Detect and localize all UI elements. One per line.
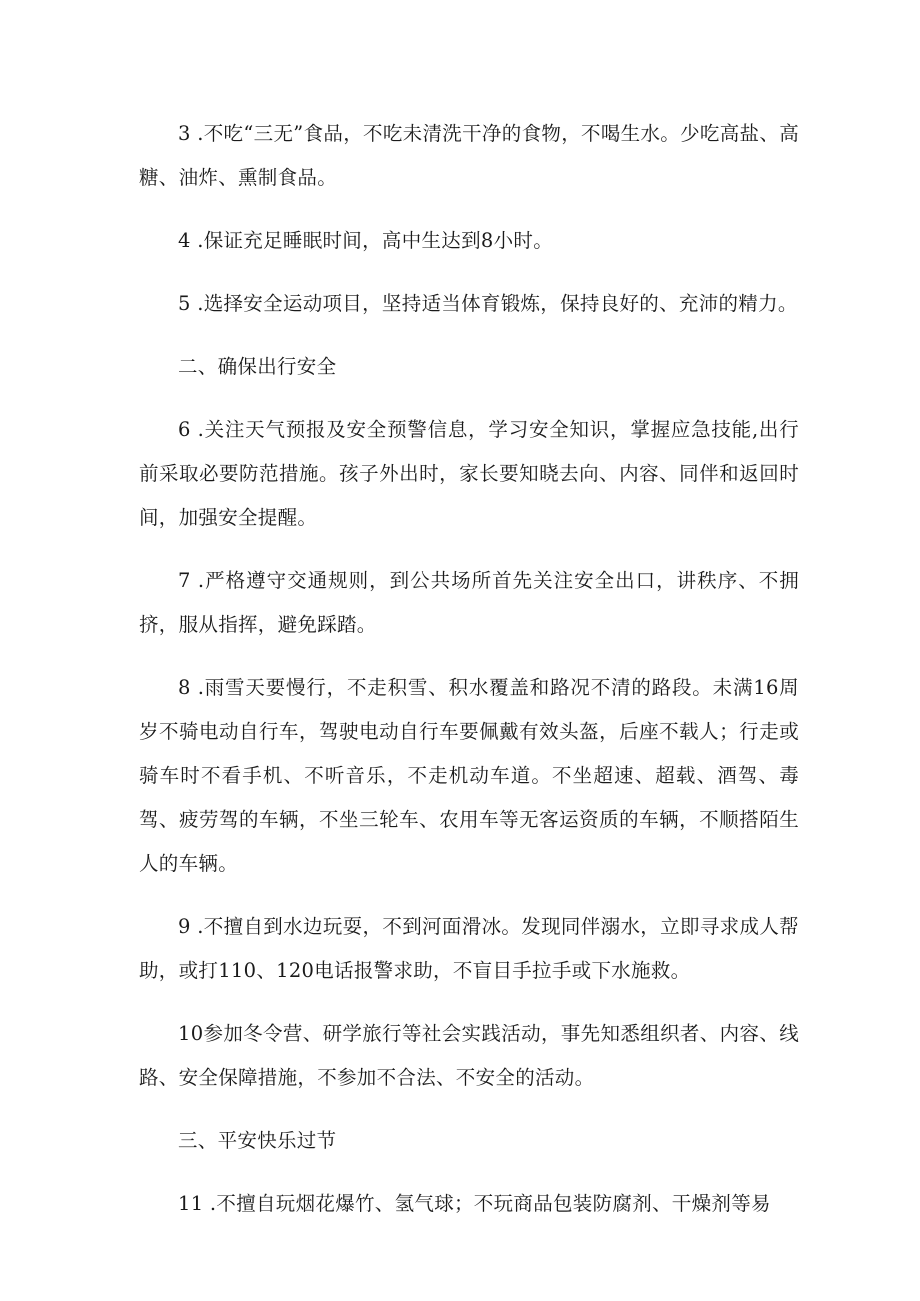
paragraph-item-8: 8 .雨雪天要慢行，不走积雪、积水覆盖和路况不清的路段。未满16周岁不骑电动自行车，驾驶电动自行车要佩戴有效头盔，后座不载人；行走或骑车时不看手机、不听音乐，不走机动车道。不坐超速、超载、酒驾、毒驾、疲劳驾的车辆，不坐三轮车、农用车等无客运资质的车辆，不顺搭陌生人的车辆。 xyxy=(139,676,799,875)
paragraph-item-6: 6 .关注天气预报及安全预警信息，学习安全知识，掌握应急技能,出行前采取必要防范措施。孩子外出时，家长要知晓去向、内容、同伴和返回时间，加强安全提醒。 xyxy=(139,418,799,529)
paragraph-item-10: 10参加冬令营、研学旅行等社会实践活动，事先知悉组织者、内容、线路、安全保障措施，不参加不合法、不安全的活动。 xyxy=(139,1022,799,1089)
section-heading-travel-safety: 二、确保出行安全 xyxy=(178,355,337,378)
paragraph-item-3: 3 .不吃“三无”食品，不吃未清洗干净的食物，不喝生水。少吃高盐、高糖、油炸、熏制食品。 xyxy=(139,122,799,189)
paragraph-item-11: 11 .不擅自玩烟花爆竹、氢气球；不玩商品包装防腐剂、干燥剂等易 xyxy=(178,1192,771,1215)
document-body xyxy=(139,112,799,1245)
paragraph-item-5: 5 .选择安全运动项目，坚持适当体育锻炼，保持良好的、充沛的精力。 xyxy=(178,292,798,315)
paragraph-item-7: 7 .严格遵守交通规则，到公共场所首先关注安全出口，讲秩序、不拥挤，服从指挥，避免踩踏。 xyxy=(139,569,799,636)
paragraph-item-4: 4 .保证充足睡眠时间，高中生达到8小时。 xyxy=(178,229,554,252)
section-heading-holiday: 三、平安快乐过节 xyxy=(178,1129,337,1152)
paragraph-item-9: 9 .不擅自到水边玩耍，不到河面滑冰。发现同伴溺水，立即寻求成人帮助，或打110、120电话报警求助，不盲目手拉手或下水施救。 xyxy=(139,915,799,982)
